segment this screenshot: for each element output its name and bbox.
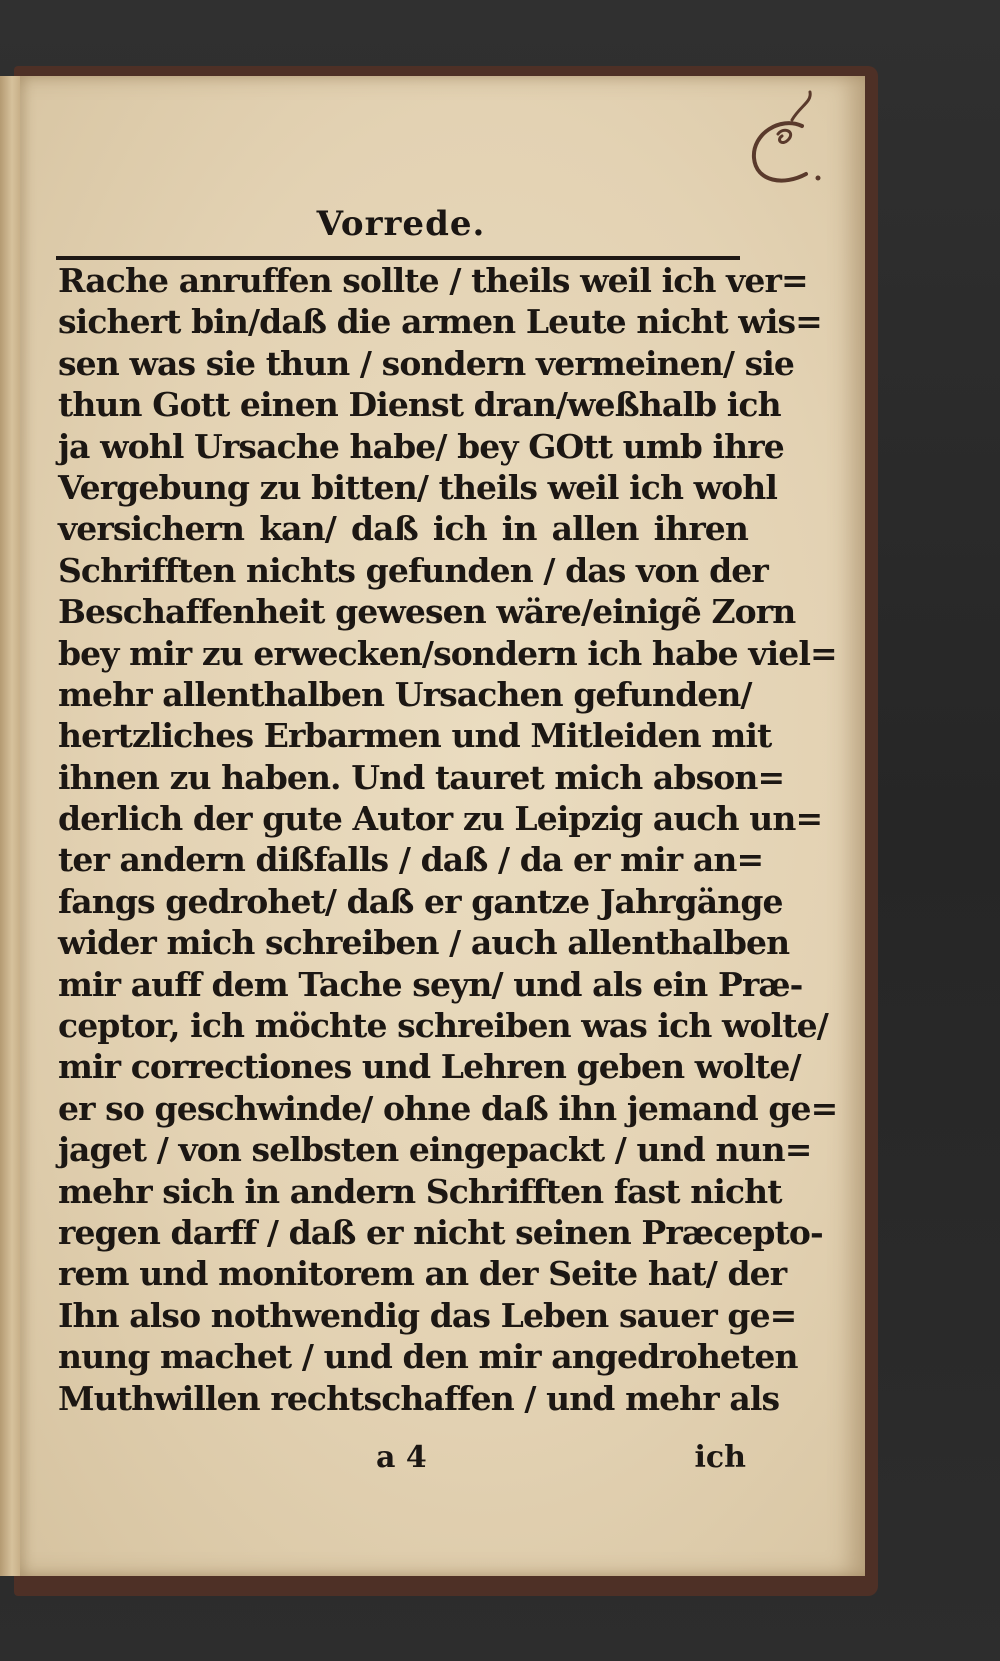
- text-line: regen darff / daß er nicht seinen Præcepto-: [58, 1212, 823, 1252]
- text-line: mir correctiones und Lehren geben wolte/: [58, 1047, 801, 1087]
- text-line: ceptor, ich möchte schreiben was ich wolte/: [58, 1006, 828, 1046]
- text-line: Vergebung zu bitten/ theils weil ich wohl: [58, 467, 777, 507]
- text-line: mehr allenthalben Ursachen gefunden/: [58, 674, 752, 714]
- text-line: bey mir zu erwecken/sondern ich habe viel=: [58, 633, 837, 673]
- catchword: ich: [694, 1440, 746, 1475]
- text-line: sen was sie thun / sondern vermeinen/ sie: [58, 343, 795, 383]
- page-footer: [58, 1440, 746, 1480]
- text-line: thun Gott einen Dienst dran/weßhalb ich: [58, 385, 781, 425]
- text-line: Schrifften nichts gefunden / das von der: [58, 550, 768, 590]
- handwritten-catch-mark: [740, 86, 830, 196]
- text-line: ja wohl Ursache habe/ bey GOtt umb ihre: [58, 426, 784, 466]
- text-line: Ihn also nothwendig das Leben sauer ge=: [58, 1295, 797, 1335]
- text-line: jaget / von selbsten eingepackt / und nun=: [58, 1130, 812, 1170]
- text-line: mir auff dem Tache seyn/ und als ein Præ-: [58, 964, 803, 1004]
- text-line: mehr sich in andern Schrifften fast nicht: [58, 1171, 782, 1211]
- left-page-edge: [0, 76, 22, 1576]
- text-line: er so geschwinde/ ohne daß ihn jemand ge=: [58, 1088, 838, 1128]
- text-line: nung machet / und den mir angedroheten: [58, 1337, 798, 1377]
- text-line: hertzliches Erbarmen und Mitleiden mit: [58, 716, 772, 756]
- text-line: ter andern dißfalls / daß / da er mir an=: [58, 840, 764, 880]
- body-text: [58, 260, 838, 1419]
- text-line: derlich der gute Autor zu Leipzig auch un=: [58, 799, 823, 839]
- text-line: fangs gedrohet/ daß er gantze Jahrgänge: [58, 881, 783, 921]
- signature-mark: a 4: [376, 1440, 427, 1475]
- running-header: Vorrede.: [316, 204, 486, 244]
- text-line: Rache anruffen sollte / theils weil ich ver=: [58, 261, 808, 300]
- book-page: [20, 76, 865, 1576]
- text-line: Beschaffenheit gewesen wäre/einigẽ Zorn: [58, 592, 796, 632]
- text-line: Muthwillen rechtschaffen / und mehr als: [58, 1378, 780, 1418]
- text-line: ihnen zu haben. Und tauret mich abson=: [58, 757, 785, 797]
- text-line: sichert bin/daß die armen Leute nicht wis=: [58, 302, 822, 342]
- text-line: versichern kan/ daß ich in allen ihren: [58, 509, 748, 549]
- text-line: wider mich schreiben / auch allenthalben: [58, 923, 790, 963]
- text-line: rem und monitorem an der Seite hat/ der: [58, 1254, 787, 1294]
